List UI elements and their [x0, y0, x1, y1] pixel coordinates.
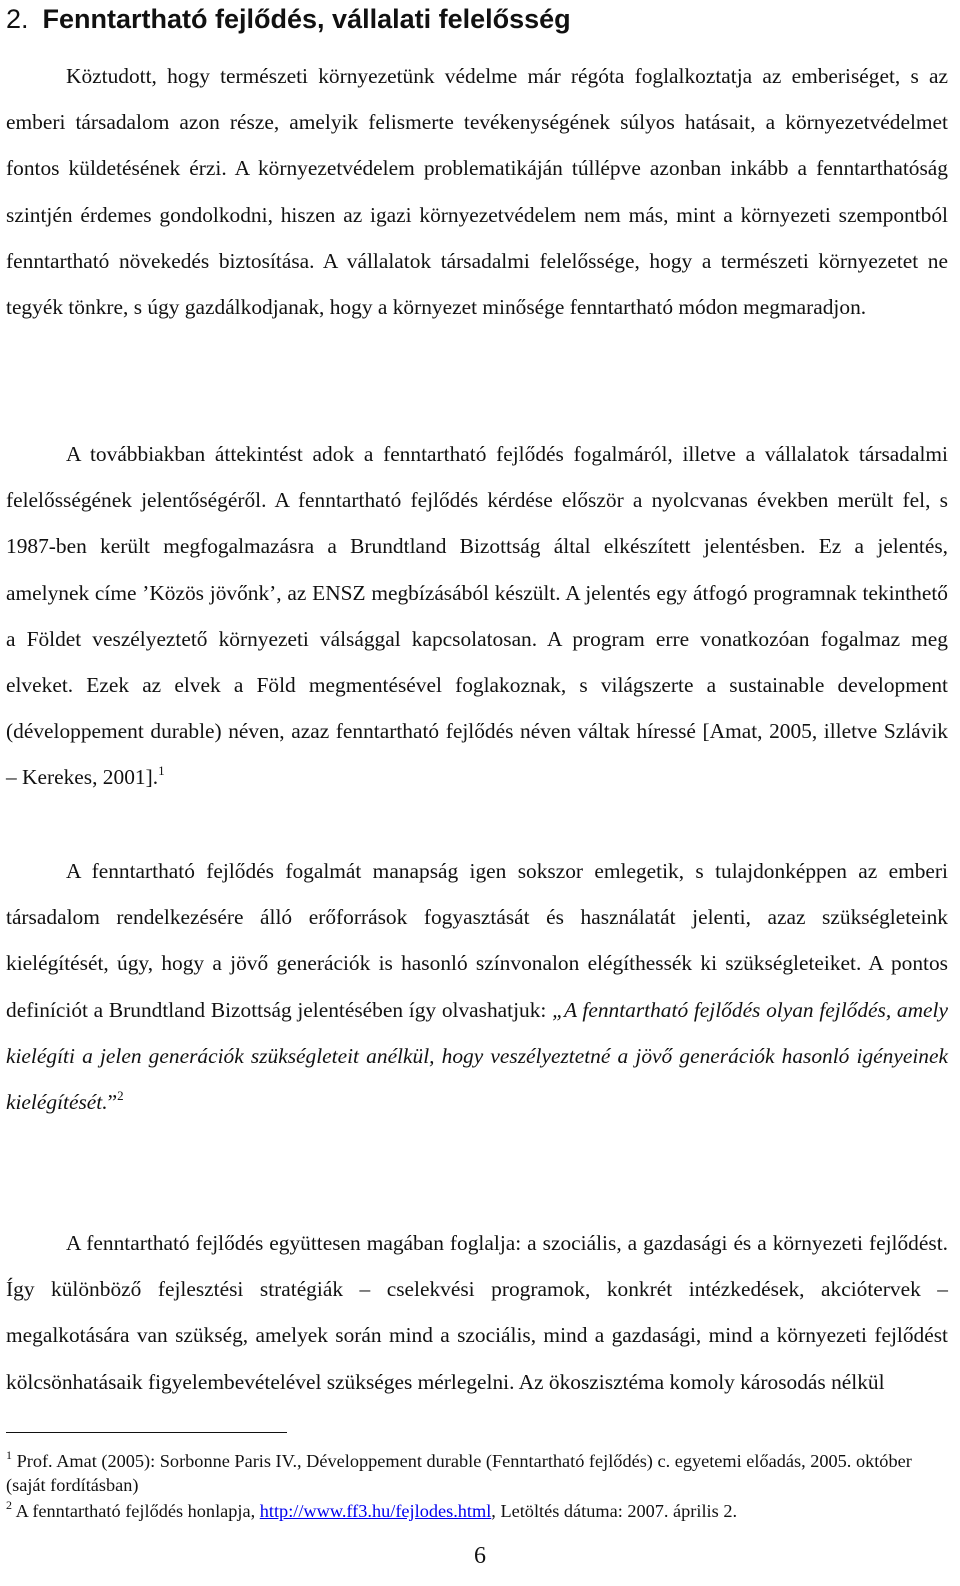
page-number: 6: [474, 1543, 486, 1569]
footnote-1-text: Prof. Amat (2005): Sorbonne Paris IV., Développement durable (Fenntartható fejlődés) c. egyetemi előadás, 2005. október (saját fordításban): [6, 1451, 912, 1495]
paragraph-definition: [6, 848, 948, 1125]
definition-quote: „A fenntartható fejlődés olyan fejlődés, amely kielégíti a jelen generációk szükségleteit anélkül, hogy veszélyeztetné a jövő generációk hasonló igényeinek kielégítését.: [6, 997, 948, 1115]
paragraph-overview: [6, 431, 948, 801]
footnote-2: [6, 1499, 948, 1523]
footnote-separator: [6, 1432, 287, 1433]
paragraph-definition-text: A fenntartható fejlődés fogalmát manapság igen sokszor emlegetik, s tulajdonképpen az emberi társadalom rendelkezésére álló erőforrások fogyasztását és használatát jelenti, azaz szükségleteink kielégítését, úgy, hogy a jövő generációk is hasonló színvonalon elégíthessék ki szükségleteiket. A pontos definíciót a Brundtland Bizottság jelentésében így olvashatjuk:: [6, 859, 948, 1022]
footnote-ref-2[interactable]: 2: [117, 1088, 124, 1104]
footnote-1: [6, 1449, 948, 1497]
section-number: 2.: [6, 4, 29, 34]
quote-close-mark: ”: [107, 1090, 118, 1115]
footnote-2-mark: 2: [6, 1498, 12, 1512]
paragraph-overview-text: A továbbiakban áttekintést adok a fenntartható fejlődés fogalmáról, illetve a vállalatok társadalmi felelősségének jelentőségéről. A fenntartható fejlődés kérdése először a nyolcvanas években merült fel, s 1987-ben került megfogalmazásra a Brundtland Bizottság által elkészített jelentésben. Ez a jelentés, amelynek címe ’Közös jövőnk’, az ENSZ megbízásából készült. A jelentés egy átfogó programnak tekinthető a Földet veszélyeztető környezeti válsággal kapcsolatosan. A program erre vonatkozóan fogalmaz meg elveket. Ezek az elvek a Föld megmentésével foglakoznak, s világszerte a sustainable development (développement durable) néven, azaz fenntartható fejlődés néven váltak híressé [Amat, 2005, illetve Szlávik – Kerekes, 2001].: [6, 442, 948, 790]
footnote-2-text: A fenntartható fejlődés honlapja,: [15, 1501, 260, 1521]
paragraph-dimensions: A fenntartható fejlődés együttesen magában foglalja: a szociális, a gazdasági és a környezeti fejlődést. Így különböző fejlesztési stratégiák – cselekvési programok, konkrét intézkedések, akciótervek – megalkotására van szükség, amelyek során mind a szociális, mind a gazdasági, mind a környezeti fejlődést kölcsönhatásaik figyelembevételével szükséges mérlegelni. Az ökoszisztéma komoly károsodás nélkül: [6, 1231, 948, 1394]
footnote-1-mark: 1: [6, 1448, 12, 1462]
footnote-ref-1[interactable]: 1: [158, 763, 165, 779]
section-heading: [6, 0, 571, 38]
footnote-2-text-end: , Letöltés dátuma: 2007. április 2.: [491, 1501, 738, 1521]
paragraph-intro: Köztudott, hogy természeti környezetünk védelme már régóta foglalkoztatja az emberiséget, s az emberi társadalom azon része, amelyik felismerte tevékenységének súlyos hatásait, a környezetvédelmet fontos küldetésének érzi. A környezetvédelem problematikáján túllépve azonban inkább a fenntarthatóság szintjén érdemes gondolkodni, hiszen az igazi környezetvédelem nem más, mint a környezeti szempontból fenntartható növekedés biztosítása. A vállalatok társadalmi felelőssége, hogy a természeti környezetet ne tegyék tönkre, s úgy gazdálkodjanak, hogy a környezet minősége fenntartható módon megmaradjon.: [6, 64, 948, 320]
section-title: Fenntartható fejlődés, vállalati felelősség: [42, 4, 571, 34]
footnote-2-link[interactable]: http://www.ff3.hu/fejlodes.html: [259, 1501, 492, 1521]
